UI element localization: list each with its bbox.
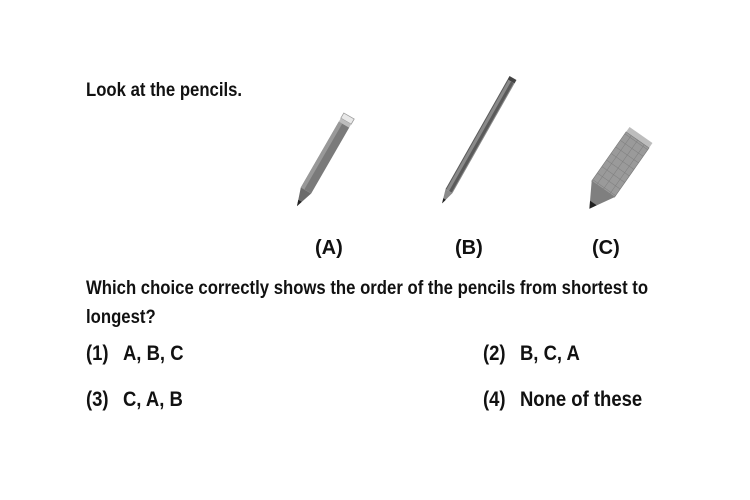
pencil-a-label: (A): [315, 237, 343, 259]
intro-text: Look at the pencils.: [86, 80, 243, 101]
option-4-number: (4): [483, 388, 506, 411]
option-4[interactable]: [483, 388, 642, 412]
pencil-b-icon: [439, 76, 517, 205]
option-3[interactable]: [86, 388, 183, 412]
option-2[interactable]: [483, 342, 580, 366]
option-1-number: (1): [86, 342, 109, 365]
question-text: Which choice correctly shows the order of the pencils from shortest to longest?: [86, 278, 649, 328]
option-2-number: (2): [483, 342, 506, 365]
option-3-number: (3): [86, 388, 109, 411]
option-1[interactable]: [86, 342, 184, 366]
pencil-a-icon: [292, 113, 354, 209]
pencil-c-icon: [578, 127, 653, 217]
option-4-text: None of these: [519, 388, 643, 411]
option-1-text: A, B, C: [122, 342, 184, 365]
pencil-b-label: (B): [455, 237, 483, 259]
option-2-text: B, C, A: [519, 342, 580, 365]
pencil-c-label: (C): [592, 237, 620, 259]
option-3-text: C, A, B: [122, 388, 183, 411]
